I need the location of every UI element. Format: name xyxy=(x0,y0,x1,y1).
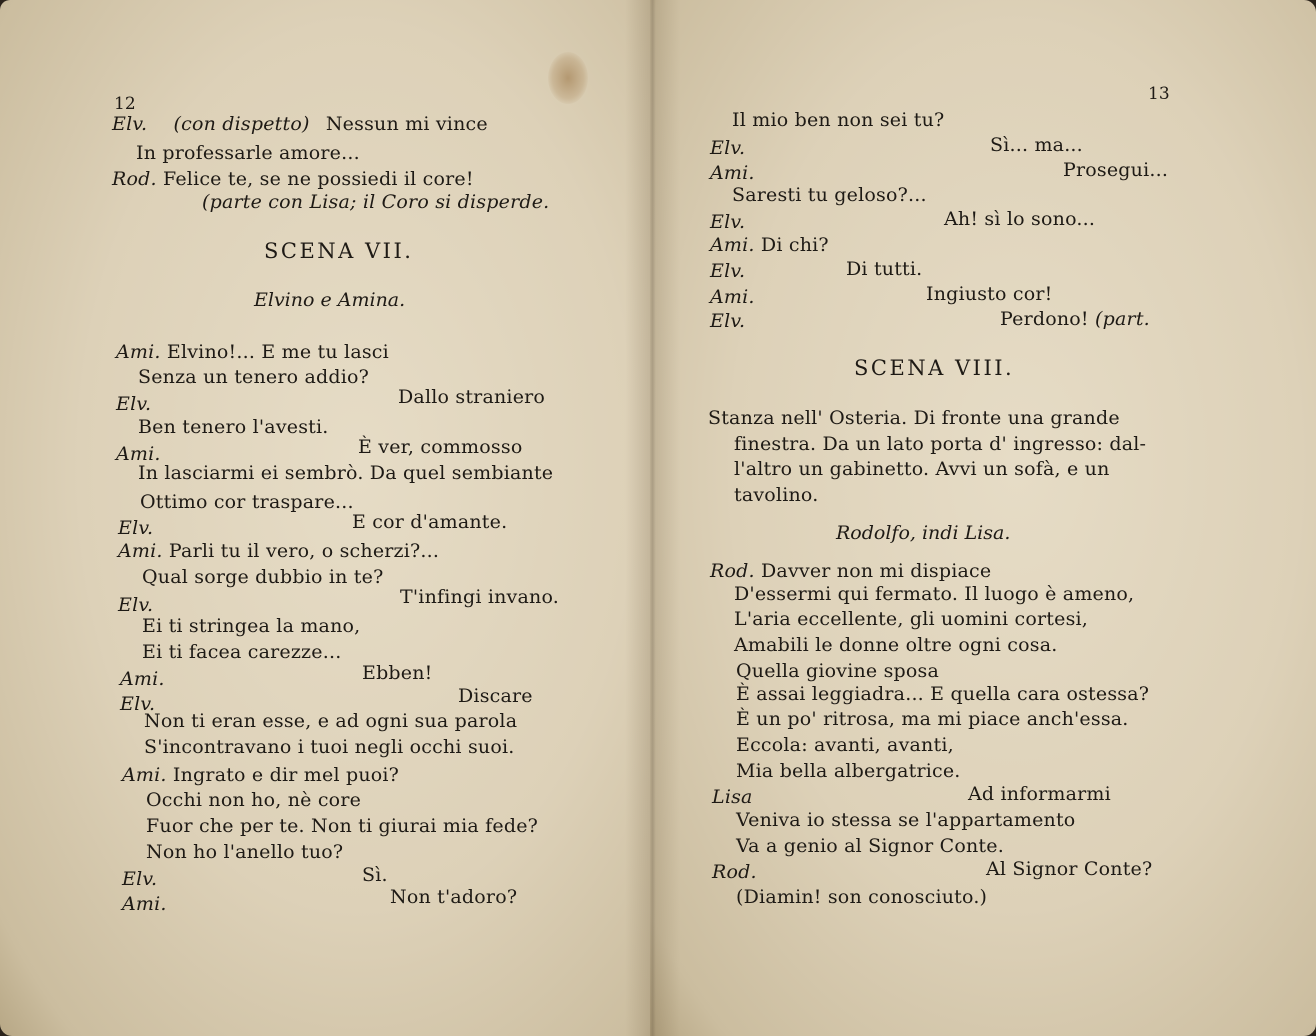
speaker: Ami. xyxy=(118,540,163,562)
line xyxy=(710,233,829,257)
line xyxy=(118,539,439,563)
line-text: T'infingi invano. xyxy=(400,586,559,608)
speaker: Elv. xyxy=(120,693,156,715)
setting-line: Stanza nell' Osteria. Di fronte una grande xyxy=(708,407,1120,429)
speaker: Ami. xyxy=(122,893,167,915)
speaker: Elv. xyxy=(116,393,152,415)
line-text: Di chi? xyxy=(760,234,829,256)
line xyxy=(736,808,1075,832)
line xyxy=(138,365,369,389)
line xyxy=(122,763,399,787)
stage-direction: (con dispetto) xyxy=(173,113,310,135)
line-text: In professarle amore... xyxy=(136,142,360,164)
line-text: Di tutti. xyxy=(846,258,923,280)
line-text: Quella giovine sposa xyxy=(736,660,940,682)
line-text: Felice te, se ne possiedi il core! xyxy=(163,168,474,190)
line xyxy=(732,108,944,132)
speaker: Elv. xyxy=(122,868,158,890)
line xyxy=(736,759,961,783)
line-text: Saresti tu geloso?... xyxy=(732,184,927,206)
speaker: Ami. xyxy=(710,234,755,256)
speaker: Lisa xyxy=(712,786,753,808)
left-page xyxy=(0,0,650,1036)
line xyxy=(140,490,354,514)
line-text: E cor d'amante. xyxy=(352,511,508,533)
speaker: Elv. xyxy=(118,517,154,539)
scene-title: SCENA VII. xyxy=(264,239,414,263)
line-text: Amabili le donne oltre ogni cosa. xyxy=(734,634,1058,656)
line xyxy=(138,415,329,439)
line xyxy=(112,167,474,191)
line-text: Ingrato e dir mel puoi? xyxy=(172,764,400,786)
scene-characters: Rodolfo, indi Lisa. xyxy=(836,522,1011,544)
speaker: Rod. xyxy=(712,861,757,883)
setting-line: l'altro un gabinetto. Avvi un sofà, e un xyxy=(734,458,1110,480)
line-text: In lasciarmi ei sembrò. Da quel sembiante xyxy=(138,462,554,484)
stage-direction: (parte con Lisa; il Coro si disperde. xyxy=(202,191,550,213)
line-text: Ebben! xyxy=(362,662,433,684)
line-text: (Diamin! son conosciuto.) xyxy=(736,886,988,908)
line xyxy=(736,885,987,909)
speaker: Ami. xyxy=(120,668,165,690)
scene-characters: Elvino e Amina. xyxy=(254,289,406,311)
line xyxy=(736,682,1149,706)
line-text: Ben tenero l'avesti. xyxy=(138,416,329,438)
line-text: Non ti eran esse, e ad ogni sua parola xyxy=(144,710,518,732)
line-text: È un po' ritrosa, ma mi piace anch'essa. xyxy=(736,708,1129,730)
line-text: Ei ti facea carezze... xyxy=(142,641,342,663)
scene-title: SCENA VIII. xyxy=(854,356,1015,380)
line-text: Sì... ma... xyxy=(990,134,1083,156)
line-text: Eccola: avanti, avanti, xyxy=(736,734,954,756)
line xyxy=(146,788,361,812)
line xyxy=(144,709,517,733)
line xyxy=(736,834,1004,858)
speaker: Elv. xyxy=(710,260,746,282)
line-text: Sì. xyxy=(362,864,388,886)
line xyxy=(734,607,1088,631)
line xyxy=(736,733,954,757)
line-text: Al Signor Conte? xyxy=(986,858,1153,880)
line-text: Occhi non ho, nè core xyxy=(146,789,362,811)
speaker: Ami. xyxy=(116,443,161,465)
speaker: Ami. xyxy=(710,286,755,308)
line xyxy=(734,582,1134,606)
line-text: Perdono! xyxy=(1000,308,1089,330)
line-text: È assai leggiadra... E quella cara ostessa? xyxy=(736,683,1150,705)
speaker: Elv. xyxy=(710,310,746,332)
line-text: L'aria eccellente, gli uomini cortesi, xyxy=(734,608,1089,630)
page-number-right: 13 xyxy=(1148,84,1170,104)
line-text: Veniva io stessa se l'appartamento xyxy=(736,809,1076,831)
line-text: Il mio ben non sei tu? xyxy=(732,109,945,131)
speaker: Rod. xyxy=(112,168,157,190)
line-text: Ottimo cor traspare... xyxy=(140,491,354,513)
page-number-left: 12 xyxy=(114,94,136,114)
stage-direction: (part. xyxy=(1095,308,1150,330)
paper-stain xyxy=(548,52,588,104)
line xyxy=(136,141,360,165)
speaker: Ami. xyxy=(116,341,161,363)
line-text: Non ho l'anello tuo? xyxy=(146,841,344,863)
speaker: Elv. xyxy=(710,211,746,233)
book-gutter xyxy=(625,0,680,1036)
line-text: Parli tu il vero, o scherzi?... xyxy=(168,540,440,562)
line-text: Dallo straniero xyxy=(398,386,546,408)
line xyxy=(732,183,927,207)
line xyxy=(142,565,383,589)
line xyxy=(734,633,1058,657)
setting-line: tavolino. xyxy=(734,484,819,506)
line-text: D'essermi qui fermato. Il luogo è ameno, xyxy=(734,583,1135,605)
line-text: Nessun mi vince xyxy=(325,113,488,135)
setting-line: finestra. Da un lato porta d' ingresso: dal- xyxy=(734,433,1147,455)
speaker: Ami. xyxy=(710,162,755,184)
line xyxy=(202,190,549,214)
line xyxy=(736,659,939,683)
line xyxy=(116,340,389,364)
speaker: Rod. xyxy=(710,560,755,582)
line-text: Senza un tenero addio? xyxy=(138,366,370,388)
line-text: Ad informarmi xyxy=(968,783,1111,805)
line xyxy=(736,707,1129,731)
line-text: Mia bella albergatrice. xyxy=(736,760,961,782)
line xyxy=(710,559,991,583)
line xyxy=(142,640,341,664)
line-text: S'incontravano i tuoi negli occhi suoi. xyxy=(144,736,515,758)
line xyxy=(146,814,538,838)
line-text: Fuor che per te. Non ti giurai mia fede? xyxy=(146,815,539,837)
line-text: Non t'adoro? xyxy=(390,886,518,908)
line-text: Discare xyxy=(458,685,533,707)
line-text: Qual sorge dubbio in te? xyxy=(142,566,384,588)
line-text: Ingiusto cor! xyxy=(926,283,1053,305)
line xyxy=(144,735,515,759)
right-page xyxy=(650,0,1316,1036)
speaker: Elv. xyxy=(118,594,154,616)
line-text: Elvino!... E me tu lasci xyxy=(166,341,389,363)
line-text: Davver non mi dispiace xyxy=(761,560,992,582)
speaker: Ami. xyxy=(122,764,167,786)
line xyxy=(138,461,553,485)
line-text: Ah! sì lo sono... xyxy=(944,208,1096,230)
line xyxy=(142,614,360,638)
speaker: Elv. xyxy=(710,137,746,159)
line xyxy=(1000,307,1150,331)
line-text: È ver, commosso xyxy=(358,436,523,458)
speaker: Elv. xyxy=(112,113,148,135)
line-text: Ei ti stringea la mano, xyxy=(142,615,361,637)
line xyxy=(146,840,343,864)
line-text: Prosegui... xyxy=(1063,159,1169,181)
line-text: Va a genio al Signor Conte. xyxy=(736,835,1004,857)
line xyxy=(112,112,488,136)
